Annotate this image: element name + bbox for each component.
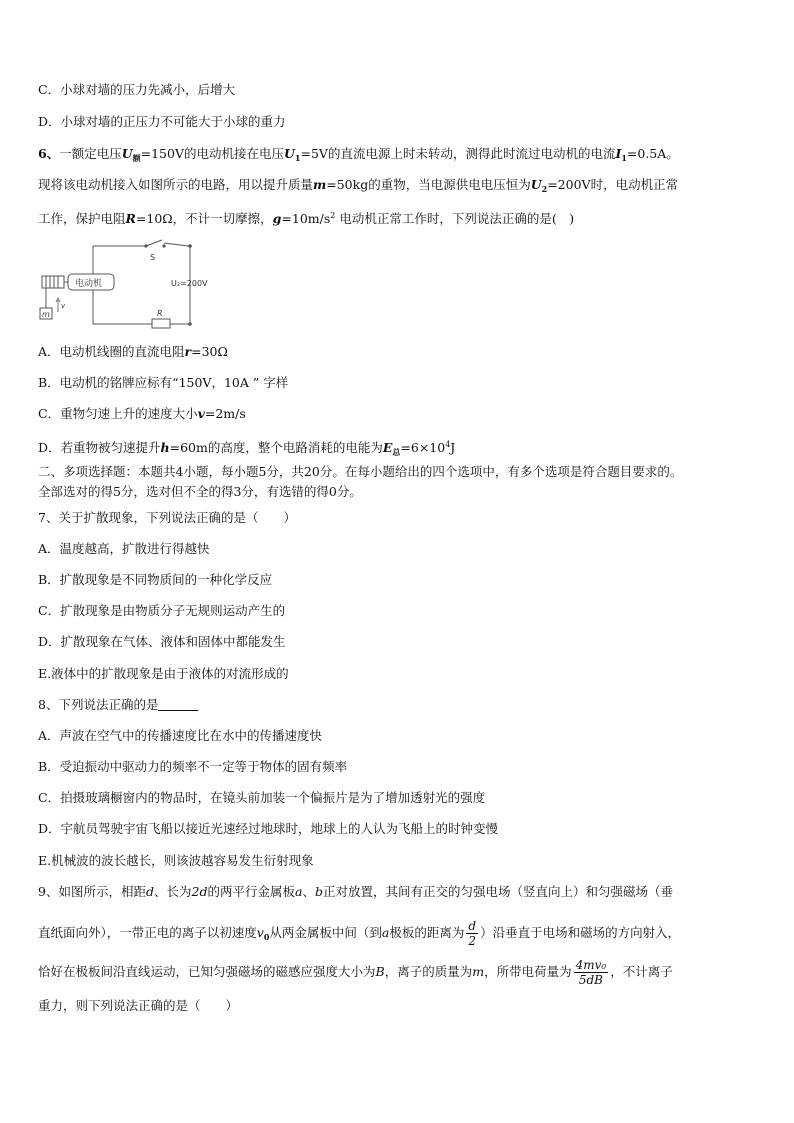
q8-option-b: B．受迫振动中驱动力的频率不一定等于物体的固有频率 (38, 759, 348, 774)
q9-stem-line2: 直纸面向外），一带正电的离子以初速度$v_0$从两金属板中间（到a极板的距离为 $\frac{d}{2}$ ）沿垂直于电场和磁场的方向射入， (38, 919, 681, 948)
q8-option-e: E.机械波的波长越长，则该波越容易发生衍射现象 (38, 853, 314, 868)
section2-line2: 全部选对的得5分，选对但不全的得3分，有选错的得0分。 (38, 484, 362, 499)
q7-option-c: C．扩散现象是由物质分子无规则运动产生的 (38, 603, 286, 618)
q7-option-a: A．温度越高，扩散进行得越快 (38, 541, 210, 556)
q9-stem-line3: 恰好在极板间沿直线运动，已知匀强磁场的磁感应强度大小为B，离子的质量为m，所带电荷量为 $\frac{\text{4mv₀}}{5dB}$ ，不计离子 (38, 958, 673, 987)
mass-label: m (42, 310, 50, 319)
fraction-d-over-2: $\frac{d}{2}$ (468, 919, 477, 948)
q8-option-a: A．声波在空气中的传播速度比在水中的传播速度快 (38, 728, 323, 743)
q7-option-e: E.液体中的扩散现象是由于液体的对流形成的 (38, 666, 289, 681)
section2-line1: 二、多项选择题：本题共4小题，每小题5分，共20分。在每小题给出的四个选项中，有多个选项是符合题目要求的。 (38, 464, 683, 479)
q6-circuit-diagram (38, 238, 228, 334)
q9-stem-line4: 重力，则下列说法正确的是（ ） (38, 998, 239, 1013)
voltage-label: U₂=200V (171, 279, 208, 288)
q5-option-c: C．小球对墙的压力先减小，后增大 (38, 82, 236, 97)
q9-stem-line1: 9、如图所示，相距d、长为2d的两平行金属板a、b正对放置，其间有正交的匀强电场（竖直向上）和匀强磁场（垂 (38, 884, 673, 899)
q8-option-d: D．宇航员驾驶宇宙飞船以接近光速经过地球时，地球上的人认为飞船上的时钟变慢 (38, 821, 499, 836)
q5-option-d: D．小球对墙的正压力不可能大于小球的重力 (38, 114, 286, 129)
velocity-label: v (61, 302, 66, 310)
q6-option-d: D．若重物被匀速提升h=60m的高度，整个电路消耗的电能为$E_总=6\times 10^4J$ (38, 440, 456, 457)
switch-label: S (150, 253, 156, 262)
q6-stem-line2: 现将该电动机接入如图所示的电路，用以提升质量m=50kg的重物，当电源供电电压恒为$U_2=200V$时，电动机正常 (38, 177, 679, 194)
q8-option-c: C．拍摄玻璃橱窗内的物品时，在镜头前加装一个偏振片是为了增加透射光的强度 (38, 790, 486, 805)
switch-icon (146, 240, 162, 246)
q6-option-a: A．电动机线圈的直流电阻r=30Ω (38, 344, 228, 359)
q6-stem-line1: 6、一额定电压$U_额=150V$的电动机接在电压$U_1=5V$的直流电源上时未转动，测得此时流过电动机的电流$I_1=0.5A$。 (38, 146, 679, 163)
q6-stem-line3: 工作，保护电阻R=10Ω，不计一切摩擦，$g=10m/s^2$ 电动机正常工作时，下列说法正确的是( ) (38, 211, 575, 226)
resistor-label: R (157, 309, 163, 318)
terminal-bottom (188, 322, 192, 326)
terminal-top (188, 244, 192, 248)
q7-option-b: B．扩散现象是不同物质间的一种化学反应 (38, 572, 273, 587)
q7-option-d: D．扩散现象在气体、液体和固体中都能发生 (38, 634, 286, 649)
motor-label: 电动机 (75, 279, 103, 289)
q6-option-b: B．电动机的铭牌应标有“150V，10A ” 字样 (38, 375, 289, 390)
switch-terminal (162, 244, 165, 247)
fraction-charge: $\frac{\text{4mv₀}}{5dB}$ (575, 958, 607, 987)
resistor-icon (152, 319, 170, 328)
q8-stem: 8、下列说法正确的是 (38, 695, 764, 715)
q7-stem: 7、关于扩散现象，下列说法正确的是（ ） (38, 510, 296, 525)
answer-blank (158, 698, 198, 711)
q6-option-c: C．重物匀速上升的速度大小v=2m/s (38, 406, 246, 421)
spool-icon (42, 276, 64, 288)
